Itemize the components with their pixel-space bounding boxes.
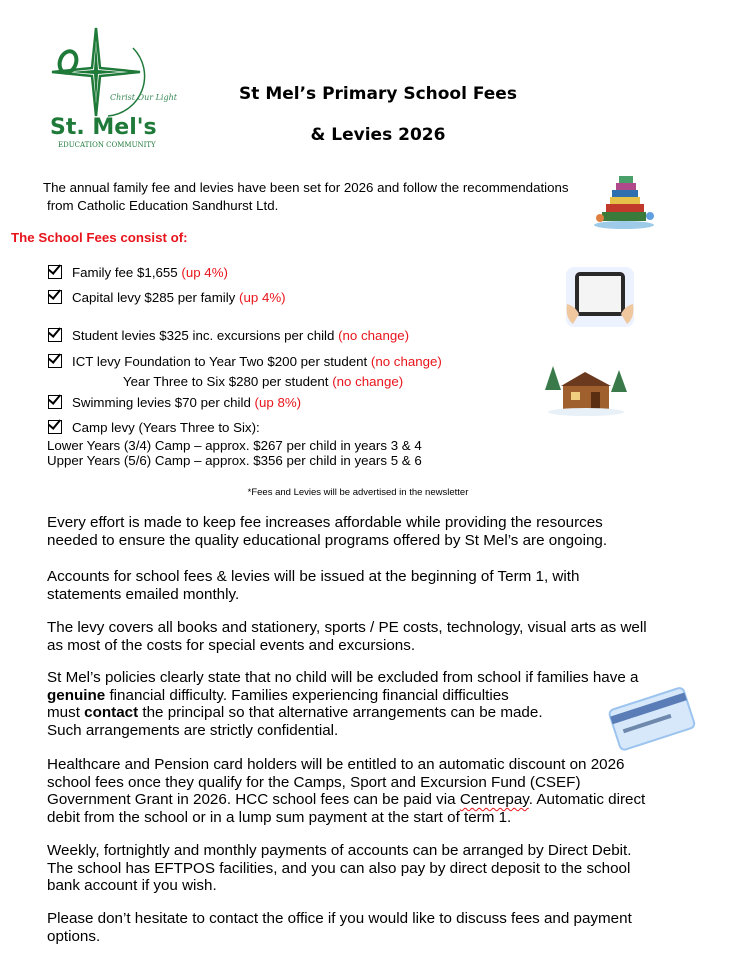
intro-line-1: The annual family fee and levies have been set for 2026 and follow the recommendations — [43, 180, 569, 195]
paragraph-accounts: Accounts for school fees & levies will be issued at the beginning of Term 1, with statements emailed monthly. — [47, 568, 580, 603]
paragraph-levy-coverage: The levy covers all books and stationery, sports / PE costs, technology, visual arts as well as most of the costs for special events and excursions. — [47, 619, 647, 654]
checkbox-checked-icon — [48, 420, 62, 434]
checkbox-checked-icon — [48, 265, 62, 279]
logo-motto: Christ Our Light — [110, 93, 177, 102]
fee-change: (no change) — [370, 354, 442, 369]
checkbox-checked-icon — [48, 328, 62, 342]
paragraph-payments: Weekly, fortnightly and monthly payments of accounts can be arranged by Direct Debit. The school has EFTPOS facilities, and you can also pay by direct deposit to the school bank account if you wish. — [47, 842, 632, 894]
fee-item-student — [48, 328, 409, 344]
camp-line-lower: Lower Years (3/4) Camp – approx. $267 per child in years 3 & 4 — [47, 438, 422, 453]
p5-text-a: Healthcare and Pension card holders will be entitled to an automatic discount on 2026 school fees once they qualify for the Camps, Sport and Excursion Fund (CSEF) Government Grant in 2026. HCC school fees can be paid via — [47, 756, 625, 808]
page-title-line1: St Mel’s Primary School Fees — [239, 84, 517, 104]
page-title-line2: & Levies 2026 — [310, 125, 446, 145]
intro-text — [43, 179, 603, 215]
paragraph-affordability: Every effort is made to keep fee increases affordable while providing the resources needed to ensure the quality educational programs offered by St Mel’s are ongoing. — [47, 514, 608, 549]
paragraph-contact-office: Please don’t hesitate to contact the office if you would like to discuss fees and payment options. — [47, 910, 632, 945]
logo-name: St. Mel's — [50, 115, 157, 140]
tablet-illustration — [565, 266, 635, 328]
fee-change: (up 8%) — [254, 395, 302, 410]
checkbox-checked-icon — [48, 354, 62, 368]
p5-text-c: . Automatic direct debit from the school or in a lump sum payment at the start of term 1. — [47, 791, 646, 826]
fee-text: Family fee $1,655 — [72, 265, 182, 280]
p4-text-c: financial difficulty. Families experiencing financial difficulties — [105, 686, 509, 704]
p4-bold-genuine: genuine — [47, 686, 106, 704]
fees-note: *Fees and Levies will be advertised in the newsletter — [247, 487, 469, 498]
camp-line-upper: Upper Years (5/6) Camp – approx. $356 per child in years 5 & 6 — [47, 453, 422, 468]
fees-heading: The School Fees consist of: — [11, 230, 188, 245]
fee-change: (up 4%) — [181, 265, 228, 280]
fee-text: ICT levy Foundation to Year Two $200 per student — [72, 354, 371, 369]
fee-item-camp — [48, 420, 260, 436]
fee-text: Student levies $325 inc. excursions per child — [72, 328, 339, 343]
intro-line-2: from Catholic Education Sandhurst Ltd. — [47, 198, 279, 213]
credit-card-illustration — [604, 684, 698, 748]
fee-text: Capital levy $285 per family — [72, 290, 240, 305]
p4-bold-contact: contact — [84, 704, 139, 721]
p4-text-f: the principal so that alternative arrangements can be made. Such arrangements are strictly confidential. — [47, 704, 543, 739]
paragraph-healthcare — [47, 756, 647, 826]
fee-change: (no change) — [338, 328, 410, 343]
fee-text: Swimming levies $70 per child — [72, 395, 255, 410]
fee-item-ict-sub — [123, 374, 403, 389]
logo-community: EDUCATION COMMUNITY — [58, 141, 156, 149]
fee-item-ict — [48, 354, 442, 370]
cabin-illustration — [545, 362, 627, 418]
fee-item-capital — [48, 290, 286, 306]
fee-item-swimming — [48, 395, 301, 411]
centrepay-link-text: Centrepay — [459, 791, 529, 808]
checkbox-checked-icon — [48, 395, 62, 409]
fee-change: (no change) — [332, 374, 404, 389]
checkbox-checked-icon — [48, 290, 62, 304]
camp-details — [47, 438, 422, 468]
paragraph-financial-difficulty — [47, 669, 657, 739]
fee-item-family — [48, 265, 228, 281]
fee-change: (up 4%) — [239, 290, 286, 305]
p4-text-d: must — [47, 704, 85, 721]
fee-text: Camp levy (Years Three to Six): — [72, 420, 260, 435]
p4-text-a: St Mel’s policies clearly state that no child will be excluded from school if families have a — [47, 669, 639, 686]
fee-text: Year Three to Six $280 per student — [123, 374, 333, 389]
